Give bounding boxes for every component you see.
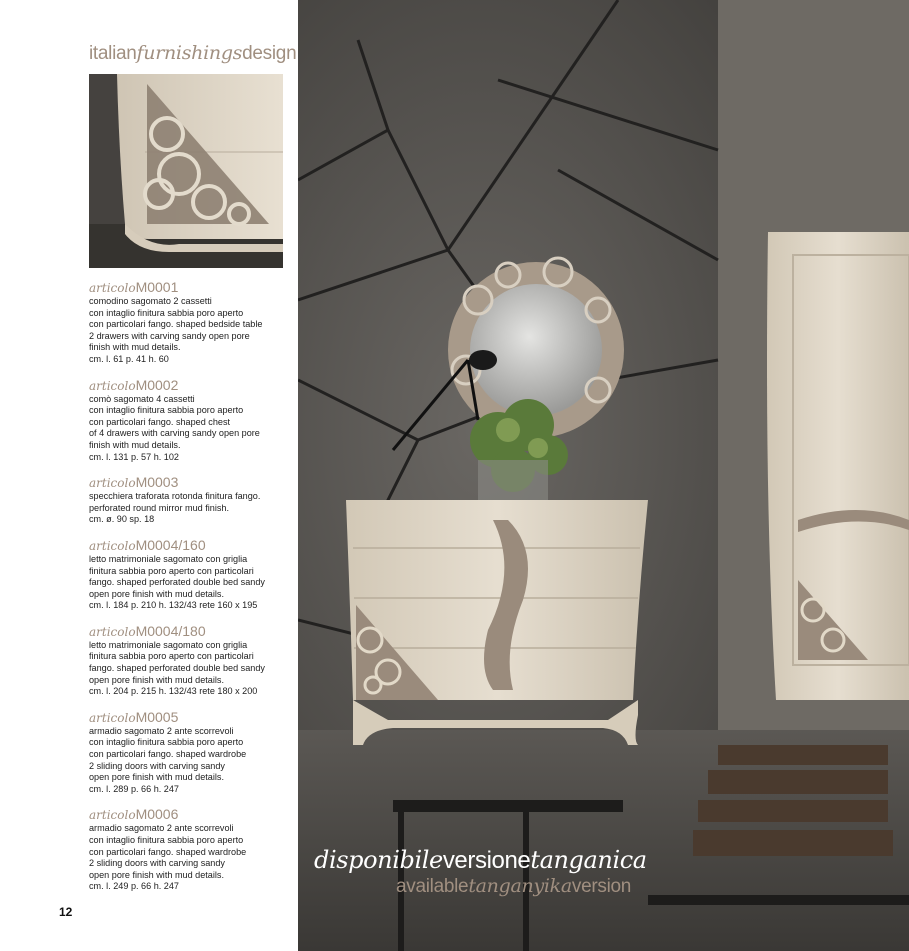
detail-thumbnail xyxy=(89,74,283,268)
article-item xyxy=(89,623,294,698)
article-description: armadio sagomato 2 ante scorrevoli con intaglio finitura sabbia poro aperto con particolari fango. shaped wardrobe 2 sliding doors with carving sandy open pore finish with mud details. cm. l. 249 p. 66 h. 247 xyxy=(89,823,247,892)
page-number: 12 xyxy=(59,905,73,919)
article-label: articolo xyxy=(89,624,136,639)
article-code: M0001 xyxy=(135,279,179,295)
article-item xyxy=(89,279,294,366)
article-list xyxy=(89,279,294,904)
article-label: articolo xyxy=(89,808,136,823)
article-heading xyxy=(89,279,294,296)
article-heading xyxy=(89,537,294,554)
article-label: articolo xyxy=(89,378,136,393)
article-item xyxy=(89,377,294,464)
article-label: articolo xyxy=(89,281,136,295)
brand-script: furnishings xyxy=(136,42,243,64)
article-code: M0005 xyxy=(135,708,179,725)
article-description: comò sagomato 4 cassetti con intaglio finitura sabbia poro aperto con particolari fango. shaped chest of 4 drawers with carving sandy open pore finish with mud details. cm. l. 131 p. 57 h. 102 xyxy=(89,393,260,462)
left-column xyxy=(0,0,298,951)
brand-post: design xyxy=(242,43,297,64)
caption-plain-3: version xyxy=(571,876,632,897)
room-photo xyxy=(298,0,909,951)
article-code: M0003 xyxy=(135,474,179,491)
article-item xyxy=(89,474,294,526)
article-label: articolo xyxy=(89,538,136,553)
article-heading xyxy=(89,474,294,491)
article-description: letto matrimoniale sagomato con griglia finitura sabbia poro aperto con particolari fango. shaped perforated double bed sandy open pore finish with mud details. cm. l. 184 p. 210 h. 132/43 rete 160 x 195 xyxy=(89,553,265,611)
article-heading xyxy=(89,806,294,823)
article-description: specchiera traforata rotonda finitura fango. perforated round mirror mud finish. cm. ø. 90 sp. 18 xyxy=(89,491,261,525)
caption-script-2: tanganica xyxy=(530,846,647,874)
article-heading xyxy=(89,623,294,640)
carving-detail-image xyxy=(89,74,283,268)
brand-header xyxy=(89,42,296,65)
article-label: articolo xyxy=(89,710,136,725)
brand-pre: italian xyxy=(89,43,137,64)
article-code: M0004/180 xyxy=(135,622,206,639)
article-code: M0006 xyxy=(135,806,179,823)
article-description: comodino sagomato 2 cassetti con intaglio finitura sabbia poro aperto con particolari fango. shaped bedside table 2 drawers with carving sandy open pore finish with mud details. cm. l. 61 p. 41 h. 60 xyxy=(89,296,263,364)
article-code: M0004/160 xyxy=(135,536,206,553)
article-heading xyxy=(89,709,294,726)
article-item xyxy=(89,709,294,796)
article-label: articolo xyxy=(89,476,136,491)
article-heading xyxy=(89,377,294,394)
finish-availability-english xyxy=(396,875,631,898)
bedroom-scene-image xyxy=(298,0,909,951)
finish-availability-italian xyxy=(314,846,647,875)
caption-script-1: disponibile xyxy=(314,846,443,874)
article-code: M0002 xyxy=(135,376,179,393)
article-description: letto matrimoniale sagomato con griglia finitura sabbia poro aperto con particolari fango. shaped perforated double bed sandy open pore finish with mud details. cm. l. 204 p. 215 h. 132/43 rete 180 x 200 xyxy=(89,639,265,697)
article-description: armadio sagomato 2 ante scorrevoli con intaglio finitura sabbia poro aperto con particolari fango. shaped wardrobe 2 sliding doors with carving sandy open pore finish with mud details. cm. l. 289 p. 66 h. 247 xyxy=(89,725,247,794)
article-item xyxy=(89,537,294,612)
caption-plain-2: available xyxy=(396,876,469,897)
article-item xyxy=(89,806,294,893)
caption-plain-1: versione xyxy=(442,847,531,874)
caption-script-3: tanganyika xyxy=(468,875,572,897)
